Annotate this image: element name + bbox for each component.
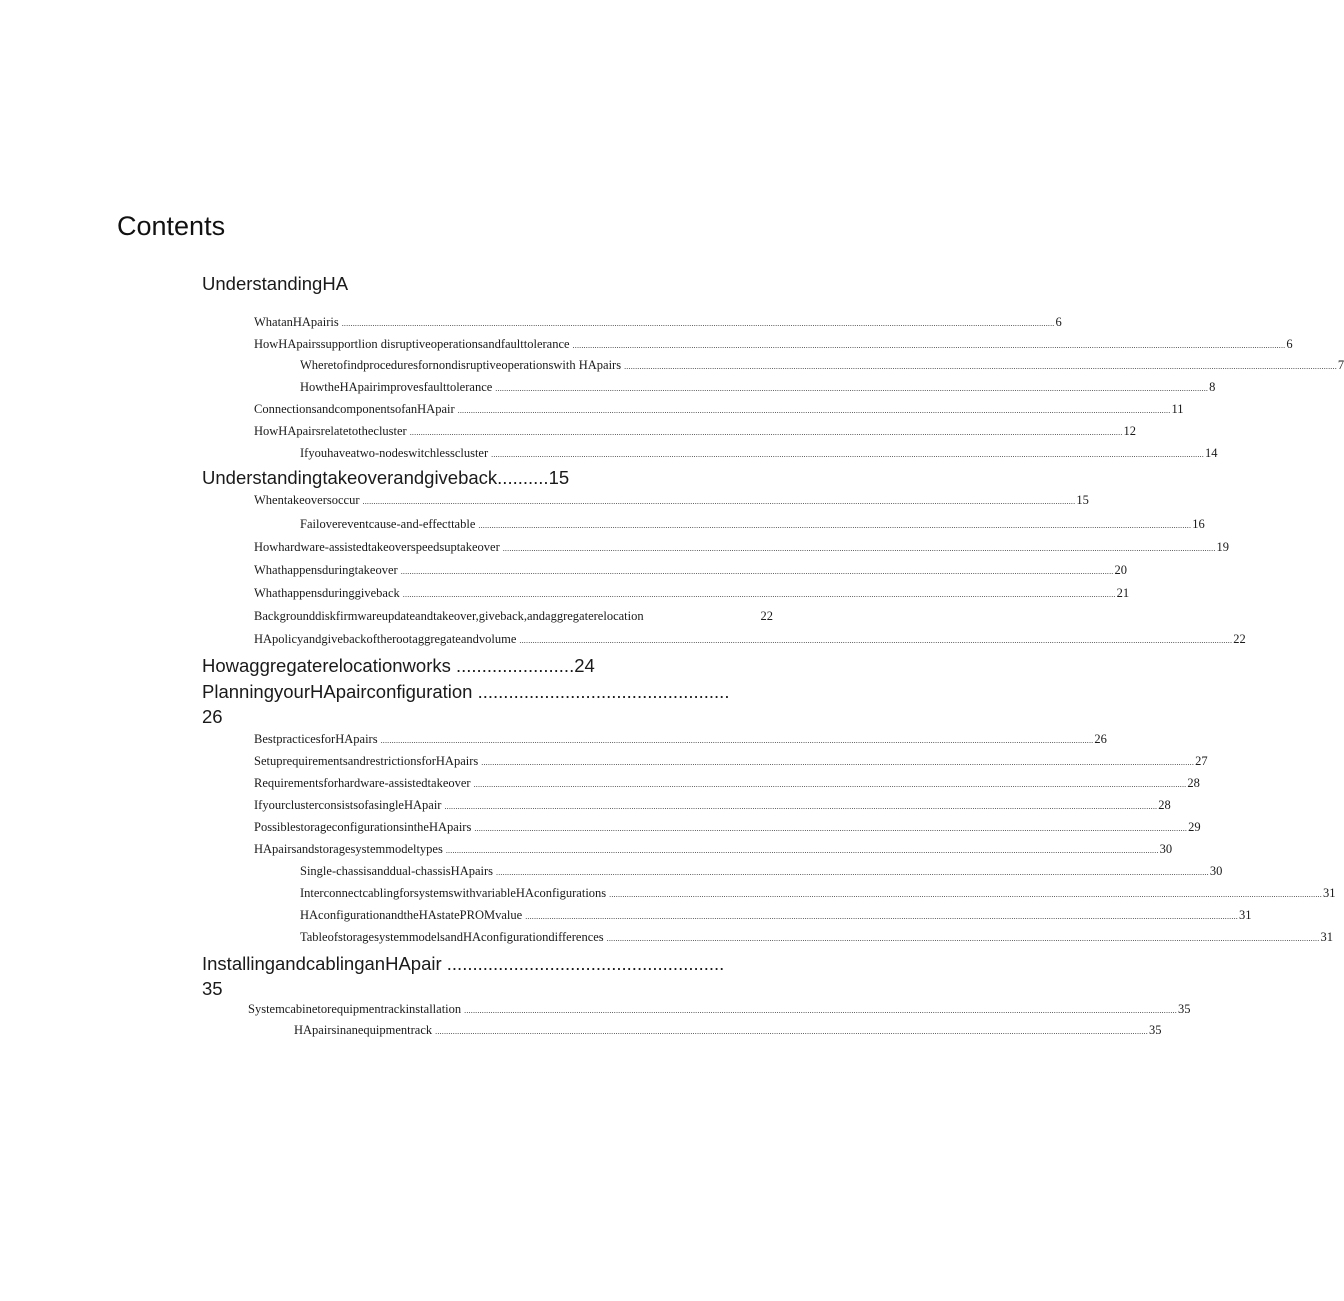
toc-entry-title: Whathappensduringtakeover <box>254 563 398 577</box>
toc-entry-page: 22 <box>1233 632 1246 646</box>
chapter-heading[interactable]: UnderstandingHA <box>202 273 349 294</box>
dot-leader: .................................................................................................................................................................................................................................................................................................................................... <box>572 341 1286 350</box>
toc-entry[interactable] <box>254 423 1137 441</box>
toc-entry-title: Wheretofindproceduresfornondisruptiveoperationswith HApairs <box>300 358 622 372</box>
toc-entry-page: 35 <box>1148 1023 1162 1037</box>
toc-entry-title: IfyourclusterconsistsofasingleHApair <box>254 798 442 812</box>
toc-entry-page: 28 <box>1187 776 1200 790</box>
dot-leader: .................................................................................................................................................................................................................................................................................................................................... <box>609 890 1322 899</box>
dot-leader: .................................................................................................................................................................................................................................................................................................................................... <box>624 362 1337 371</box>
dot-leader: .................................................................................................................................................................................................................................................................................................................................... <box>444 802 1158 811</box>
toc-entry-title: Whathappensduringgiveback <box>254 586 400 600</box>
dot-leader: .................................................................................................................................................................................................................................................................................................................................... <box>478 521 1192 530</box>
toc-entry-title: HowHApairssupportlion disruptiveoperationsandfaulttolerance <box>254 337 570 351</box>
dot-leader: .................................................................................................................................................................................................................................................................................................................................... <box>341 319 1055 328</box>
toc-entry-title: ConnectionsandcomponentsofanHApair <box>254 402 455 416</box>
toc-entry-page: 22 <box>760 609 773 623</box>
toc-entry[interactable] <box>254 819 1201 837</box>
dot-leader: .................................................................................................................................................................................................................................................................................................................................... <box>502 544 1216 553</box>
toc-entry-title: Systemcabinetorequipmentrackinstallation <box>248 1002 462 1016</box>
toc-entry-title: SetuprequirementsandrestrictionsforHApairs <box>254 754 479 768</box>
chapter-heading[interactable]: Howaggregaterelocationworks .......................24 <box>202 655 595 676</box>
toc-entry-title: Ifyouhaveatwo-nodeswitchlesscluster <box>300 446 489 460</box>
toc-entry-page: 6 <box>1286 337 1293 351</box>
dot-leader: .................................................................................................................................................................................................................................................................................................................................... <box>473 780 1187 789</box>
toc-entry-page: 19 <box>1216 540 1230 554</box>
toc-entry-title: WhatanHApairis <box>254 315 339 329</box>
dot-leader: .................................................................................................................................................................................................................................................................................................................................... <box>362 497 1076 506</box>
dot-leader: .................................................................................................................................................................................................................................................................................................................................... <box>496 868 1209 877</box>
toc-entry-page: 20 <box>1114 563 1128 577</box>
toc-entry-page: 31 <box>1322 886 1336 900</box>
toc-entry[interactable] <box>300 929 1333 947</box>
toc-entry-page: 15 <box>1076 493 1089 507</box>
dot-leader: .................................................................................................................................................................................................................................................................................................................................... <box>474 824 1188 833</box>
dot-leader: .................................................................................................................................................................................................................................................................................................................................... <box>495 384 1209 393</box>
dot-leader: .................................................................................................................................................................................................................................................................................................................................... <box>481 758 1195 767</box>
dot-leader: .................................................................................................................................................................................................................................................................................................................................... <box>402 590 1116 599</box>
toc-entry-page: 8 <box>1209 380 1216 394</box>
toc-entry-page: 31 <box>1320 930 1333 944</box>
toc-entry[interactable] <box>254 608 773 624</box>
toc-entry[interactable] <box>254 631 1246 649</box>
toc-entry-title: HowtheHApairimprovesfaulttolerance <box>300 380 493 394</box>
toc-entry-title: HApolicyandgivebackoftherootaggregateandvolume <box>254 632 517 646</box>
toc-entry[interactable] <box>254 797 1171 815</box>
toc-entry-title: PossiblestorageconfigurationsintheHApairs <box>254 820 472 834</box>
toc-entry-title: Backgrounddiskfirmwareupdateandtakeover,giveback,andaggregaterelocation <box>254 609 644 623</box>
toc-entry-page: 30 <box>1209 864 1223 878</box>
dot-leader: .................................................................................................................................................................................................................................................................................................................................... <box>464 1006 1177 1015</box>
dot-leader: .................................................................................................................................................................................................................................................................................................................................... <box>445 846 1159 855</box>
toc-entry-title: HApairsinanequipmentrack <box>294 1023 433 1037</box>
toc-entry-page: 7 <box>1337 358 1344 372</box>
dot-leader: .................................................................................................................................................................................................................................................................................................................................... <box>606 934 1320 943</box>
toc-entry[interactable] <box>300 907 1252 925</box>
toc-entry[interactable] <box>294 1022 1162 1040</box>
toc-entry-title: Whentakeoversoccur <box>254 493 360 507</box>
dot-leader: .................................................................................................................................................................................................................................................................................................................................... <box>400 567 1114 576</box>
toc-entry[interactable] <box>254 731 1107 749</box>
toc-entry[interactable] <box>254 775 1200 793</box>
toc-entry[interactable] <box>300 379 1216 397</box>
toc-entry-page: 31 <box>1239 908 1252 922</box>
toc-entry-page: 12 <box>1123 424 1137 438</box>
dot-leader: .................................................................................................................................................................................................................................................................................................................................... <box>435 1027 1148 1036</box>
toc-entry[interactable] <box>254 841 1173 859</box>
toc-entry-title: Requirementsforhardware-assistedtakeover <box>254 776 471 790</box>
toc-entry[interactable] <box>254 562 1128 580</box>
toc-entry[interactable] <box>300 885 1336 903</box>
toc-entry[interactable] <box>300 863 1223 881</box>
dot-leader: .................................................................................................................................................................................................................................................................................................................................... <box>409 428 1123 437</box>
toc-entry-page: 30 <box>1159 842 1173 856</box>
toc-entry-title: HowHApairsrelatetothecluster <box>254 424 407 438</box>
toc-entry[interactable] <box>254 753 1208 771</box>
dot-leader: .................................................................................................................................................................................................................................................................................................................................... <box>525 912 1238 921</box>
toc-entry[interactable] <box>300 357 1344 375</box>
toc-entry[interactable] <box>254 336 1293 354</box>
toc-entry-page: 28 <box>1158 798 1171 812</box>
toc-entry[interactable] <box>254 492 1089 510</box>
toc-entry-page: 26 <box>1094 732 1107 746</box>
toc-entry[interactable] <box>300 445 1218 463</box>
toc-entry[interactable] <box>254 314 1062 332</box>
toc-entry-page: 29 <box>1188 820 1201 834</box>
chapter-heading[interactable]: Understandingtakeoverandgiveback..........15 <box>202 467 570 488</box>
dot-leader: .................................................................................................................................................................................................................................................................................................................................... <box>457 406 1171 415</box>
toc-entry[interactable] <box>254 539 1230 557</box>
toc-entry[interactable] <box>254 585 1130 603</box>
toc-entry[interactable] <box>254 401 1184 419</box>
toc-entry[interactable] <box>248 1001 1191 1019</box>
toc-entry-title: TableofstoragesystemmodelsandHAconfigurationdifferences <box>300 930 604 944</box>
toc-entry-page: 14 <box>1204 446 1218 460</box>
toc-entry-page: 16 <box>1192 517 1205 531</box>
chapter-heading[interactable]: InstallingandcablinganHApair ...................................................... <box>202 953 725 974</box>
toc-entry-title: Howhardware-assistedtakeoverspeedsuptakeover <box>254 540 500 554</box>
page-title: Contents <box>117 211 226 241</box>
toc-entry[interactable] <box>300 516 1205 534</box>
chapter-heading[interactable]: PlanningyourHApairconfiguration ................................................. <box>202 681 730 702</box>
dot-leader: .................................................................................................................................................................................................................................................................................................................................... <box>491 450 1204 459</box>
toc-entry-page: 27 <box>1195 754 1208 768</box>
toc-entry-title: HApairsandstoragesystemmodeltypes <box>254 842 443 856</box>
toc-entry-title: HAconfigurationandtheHAstatePROMvalue <box>300 908 523 922</box>
toc-entry-page: 6 <box>1055 315 1062 329</box>
dot-leader: .................................................................................................................................................................................................................................................................................................................................... <box>519 636 1233 645</box>
toc-entry-page: 11 <box>1171 402 1184 416</box>
toc-entry-title: BestpracticesforHApairs <box>254 732 378 746</box>
toc-entry-page: 21 <box>1116 586 1130 600</box>
dot-leader: .................................................................................................................................................................................................................................................................................................................................... <box>380 736 1094 745</box>
chapter-page-number: 35 <box>202 978 223 999</box>
toc-entry-title: Failovereventcause-and-effecttable <box>300 517 476 531</box>
toc-entry-title: InterconnectcablingforsystemswithvariableHAconfigurations <box>300 886 607 900</box>
toc-entry-title: Single-chassisanddual-chassisHApairs <box>300 864 494 878</box>
chapter-page-number: 26 <box>202 706 223 727</box>
toc-entry-page: 35 <box>1177 1002 1191 1016</box>
